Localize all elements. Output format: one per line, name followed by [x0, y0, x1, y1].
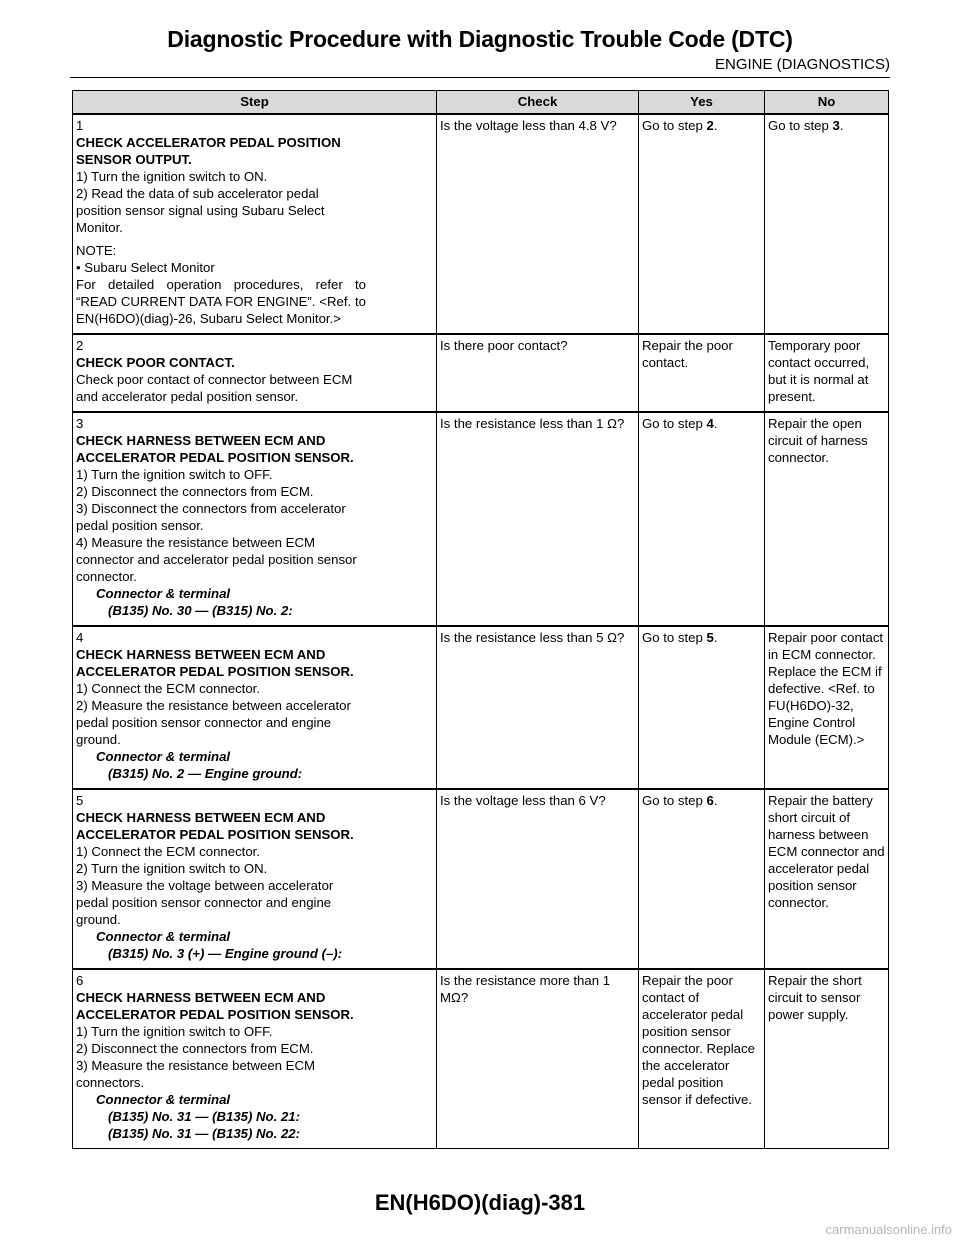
step-instruction: 2) Disconnect the connectors from ECM. [76, 1041, 314, 1056]
column-header-no: No [765, 91, 889, 115]
page-title: Diagnostic Procedure with Diagnostic Trouble Code (DTC) [167, 26, 793, 52]
step-instruction: 3) Disconnect the connectors from accelerator pedal position sensor. [76, 501, 346, 533]
yes-step-ref: 4 [706, 416, 714, 431]
yes-step-ref: 5 [706, 630, 714, 645]
yes-step-ref: 6 [706, 793, 714, 808]
connector-terminal: (B315) No. 3 (+) — Engine ground (–): [108, 946, 343, 961]
check-cell: Is the voltage less than 6 V? [437, 789, 639, 969]
step-instruction: 3) Measure the resistance between ECM connectors. [76, 1058, 315, 1090]
diagnostic-procedure-table [72, 90, 889, 1149]
no-cell: Repair the battery short circuit of harness between ECM connector and accelerator pedal position sensor connector. [765, 789, 889, 969]
table-header-row [73, 91, 889, 115]
watermark: carmanualsonline.info [825, 1222, 952, 1237]
step-cell [73, 412, 437, 626]
step-instruction: 4) Measure the resistance between ECM connector and accelerator pedal position sensor connector. [76, 535, 357, 584]
check-cell: Is the resistance less than 5 Ω? [437, 626, 639, 789]
table-row [73, 114, 889, 334]
yes-end: . [713, 630, 718, 645]
no-cell: Repair poor contact in ECM connector. Replace the ECM if defective. <Ref. to FU(H6DO)-32, Engine Control Module (ECM).> [765, 626, 889, 789]
step-body [76, 646, 366, 782]
step-body [76, 134, 366, 327]
yes-cell: Repair the poor contact. [639, 334, 765, 412]
no-end: . [839, 118, 844, 133]
yes-text: Go to step [642, 793, 707, 808]
section-name: ENGINE (DIAGNOSTICS) [714, 56, 890, 73]
step-cell [73, 334, 437, 412]
step-title: CHECK HARNESS BETWEEN ECM AND ACCELERATOR PEDAL POSITION SENSOR. [76, 810, 354, 842]
column-header-yes: Yes [639, 91, 765, 115]
step-instruction: 2) Disconnect the connectors from ECM. [76, 484, 314, 499]
step-cell [73, 969, 437, 1149]
step-title: CHECK HARNESS BETWEEN ECM AND ACCELERATOR PEDAL POSITION SENSOR. [76, 433, 354, 465]
no-cell [765, 114, 889, 334]
yes-cell [639, 789, 765, 969]
yes-cell [639, 412, 765, 626]
step-body [76, 809, 366, 962]
connector-terminal: (B315) No. 2 — Engine ground: [108, 766, 303, 781]
step-number: 5 [76, 793, 84, 808]
connector-terminal: (B135) No. 31 — (B135) No. 22: [108, 1126, 301, 1141]
connector-label: Connector & terminal [96, 586, 231, 601]
yes-cell [639, 626, 765, 789]
note-label: NOTE: [76, 243, 117, 258]
note-bullet: • Subaru Select Monitor [76, 260, 215, 275]
yes-text: Go to step [642, 118, 707, 133]
step-cell [73, 114, 437, 334]
table-row [73, 334, 889, 412]
step-number: 2 [76, 338, 84, 353]
page-number: EN(H6DO)(diag)-381 [374, 1190, 586, 1215]
note-text: For detailed operation procedures, refer to “READ CURRENT DATA FOR ENGINE”. <Ref. to EN(H6DO)(diag)-26, Subaru Select Monitor.> [76, 277, 366, 326]
step-cell [73, 626, 437, 789]
check-cell: Is the resistance more than 1 MΩ? [437, 969, 639, 1149]
step-instruction: 1) Connect the ECM connector. [76, 681, 260, 696]
no-cell: Temporary poor contact occurred, but it is normal at present. [765, 334, 889, 412]
yes-step-ref: 2 [706, 118, 714, 133]
step-number: 1 [76, 118, 84, 133]
step-title: CHECK HARNESS BETWEEN ECM AND ACCELERATOR PEDAL POSITION SENSOR. [76, 647, 354, 679]
header-divider [70, 77, 890, 78]
column-header-step: Step [73, 91, 437, 115]
connector-terminal: (B135) No. 31 — (B135) No. 21: [108, 1109, 301, 1124]
step-body [76, 989, 366, 1142]
check-cell: Is the voltage less than 4.8 V? [437, 114, 639, 334]
step-instruction: 1) Turn the ignition switch to OFF. [76, 1024, 273, 1039]
no-step-ref: 3 [832, 118, 840, 133]
no-cell: Repair the short circuit to sensor power supply. [765, 969, 889, 1149]
connector-label: Connector & terminal [96, 1092, 231, 1107]
step-title: CHECK POOR CONTACT. [76, 355, 235, 370]
yes-end: . [713, 118, 718, 133]
yes-end: . [713, 793, 718, 808]
step-title: CHECK ACCELERATOR PEDAL POSITION SENSOR OUTPUT. [76, 135, 341, 167]
check-cell: Is the resistance less than 1 Ω? [437, 412, 639, 626]
no-cell: Repair the open circuit of harness connector. [765, 412, 889, 626]
no-text: Go to step [768, 118, 833, 133]
yes-end: . [713, 416, 718, 431]
step-number: 4 [76, 630, 84, 645]
step-number: 3 [76, 416, 84, 431]
step-body [76, 354, 366, 405]
table-row [73, 412, 889, 626]
step-instruction: 2) Read the data of sub accelerator pedal position sensor signal using Subaru Select Monitor. [76, 186, 325, 235]
column-header-check: Check [437, 91, 639, 115]
yes-cell: Repair the poor contact of accelerator pedal position sensor connector. Replace the accelerator pedal position sensor if defective. [639, 969, 765, 1149]
table-row [73, 626, 889, 789]
step-instruction: 1) Connect the ECM connector. [76, 844, 260, 859]
step-title: CHECK HARNESS BETWEEN ECM AND ACCELERATOR PEDAL POSITION SENSOR. [76, 990, 354, 1022]
connector-label: Connector & terminal [96, 749, 231, 764]
yes-cell [639, 114, 765, 334]
step-number: 6 [76, 973, 84, 988]
table-row [73, 789, 889, 969]
step-body [76, 432, 366, 619]
step-instruction: 1) Turn the ignition switch to OFF. [76, 467, 273, 482]
connector-terminal: (B135) No. 30 — (B315) No. 2: [108, 603, 293, 618]
step-cell [73, 789, 437, 969]
step-instruction: 1) Turn the ignition switch to ON. [76, 169, 268, 184]
yes-text: Go to step [642, 416, 707, 431]
table-row [73, 969, 889, 1149]
yes-text: Go to step [642, 630, 707, 645]
step-instruction: 2) Turn the ignition switch to ON. [76, 861, 268, 876]
check-cell: Is there poor contact? [437, 334, 639, 412]
connector-label: Connector & terminal [96, 929, 231, 944]
step-instruction: 2) Measure the resistance between accelerator pedal position sensor connector and engine ground. [76, 698, 351, 747]
step-instruction: 3) Measure the voltage between accelerator pedal position sensor connector and engine ground. [76, 878, 334, 927]
step-instruction: Check poor contact of connector between ECM and accelerator pedal position sensor. [76, 372, 353, 404]
